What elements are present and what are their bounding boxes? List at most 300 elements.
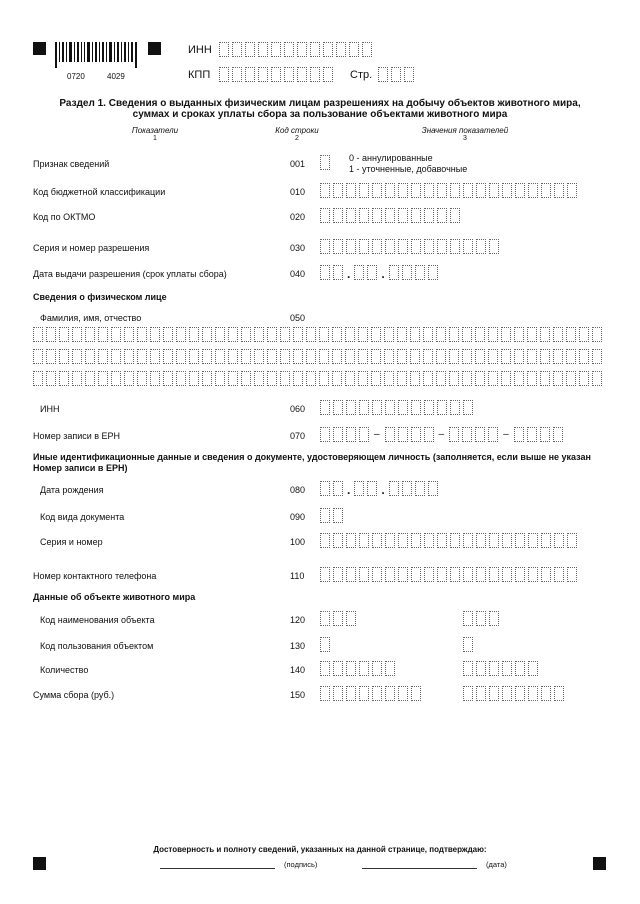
entry-cell[interactable] bbox=[437, 533, 447, 548]
entry-cell[interactable] bbox=[228, 349, 238, 364]
entry-cell[interactable] bbox=[540, 371, 550, 386]
entry-cell[interactable] bbox=[215, 349, 225, 364]
entry-cell[interactable] bbox=[502, 183, 512, 198]
entry-cell[interactable] bbox=[554, 183, 564, 198]
row-050-cells-line2[interactable] bbox=[33, 349, 602, 364]
entry-cell[interactable] bbox=[437, 239, 447, 254]
row-060-cells[interactable] bbox=[320, 400, 473, 415]
row-080-date-cells[interactable] bbox=[320, 481, 438, 496]
entry-cell[interactable] bbox=[293, 349, 303, 364]
entry-cell[interactable] bbox=[424, 400, 434, 415]
entry-cell[interactable] bbox=[333, 208, 343, 223]
entry-cell[interactable] bbox=[424, 239, 434, 254]
entry-cell[interactable] bbox=[514, 327, 524, 342]
entry-cell[interactable] bbox=[371, 349, 381, 364]
entry-cell[interactable] bbox=[437, 183, 447, 198]
entry-cell[interactable] bbox=[310, 42, 320, 57]
entry-cell[interactable] bbox=[345, 327, 355, 342]
entry-cell[interactable] bbox=[346, 661, 356, 676]
entry-cell[interactable] bbox=[280, 327, 290, 342]
entry-cell[interactable] bbox=[46, 327, 56, 342]
entry-cell[interactable] bbox=[410, 327, 420, 342]
entry-cell[interactable] bbox=[475, 327, 485, 342]
entry-cell[interactable] bbox=[514, 349, 524, 364]
date-line[interactable] bbox=[362, 868, 477, 869]
entry-cell[interactable] bbox=[436, 327, 446, 342]
entry-cell[interactable] bbox=[385, 208, 395, 223]
entry-cell[interactable] bbox=[280, 349, 290, 364]
entry-cell[interactable] bbox=[215, 327, 225, 342]
entry-cell[interactable] bbox=[254, 349, 264, 364]
entry-cell[interactable] bbox=[475, 371, 485, 386]
entry-cell[interactable] bbox=[333, 508, 343, 523]
entry-cell[interactable] bbox=[46, 371, 56, 386]
entry-cell[interactable] bbox=[475, 427, 485, 442]
entry-cell[interactable] bbox=[411, 208, 421, 223]
entry-cell[interactable] bbox=[163, 371, 173, 386]
entry-cell[interactable] bbox=[359, 400, 369, 415]
entry-cell[interactable] bbox=[371, 327, 381, 342]
entry-cell[interactable] bbox=[450, 208, 460, 223]
entry-cell[interactable] bbox=[463, 637, 473, 652]
entry-cell[interactable] bbox=[228, 371, 238, 386]
entry-cell[interactable] bbox=[463, 400, 473, 415]
entry-cell[interactable] bbox=[515, 183, 525, 198]
entry-cell[interactable] bbox=[320, 661, 330, 676]
entry-cell[interactable] bbox=[333, 686, 343, 701]
entry-cell[interactable] bbox=[463, 661, 473, 676]
row-010-cells[interactable] bbox=[320, 183, 577, 198]
entry-cell[interactable] bbox=[579, 327, 589, 342]
entry-cell[interactable] bbox=[137, 371, 147, 386]
entry-cell[interactable] bbox=[450, 400, 460, 415]
entry-cell[interactable] bbox=[488, 427, 498, 442]
entry-cell[interactable] bbox=[297, 42, 307, 57]
entry-cell[interactable] bbox=[502, 533, 512, 548]
row-100-cells[interactable] bbox=[320, 533, 577, 548]
entry-cell[interactable] bbox=[33, 327, 43, 342]
entry-cell[interactable] bbox=[527, 371, 537, 386]
entry-cell[interactable] bbox=[215, 371, 225, 386]
entry-cell[interactable] bbox=[528, 567, 538, 582]
entry-cell[interactable] bbox=[359, 427, 369, 442]
entry-cell[interactable] bbox=[385, 686, 395, 701]
entry-cell[interactable] bbox=[372, 686, 382, 701]
entry-cell[interactable] bbox=[449, 327, 459, 342]
entry-cell[interactable] bbox=[404, 67, 414, 82]
entry-cell[interactable] bbox=[359, 239, 369, 254]
entry-cell[interactable] bbox=[385, 427, 395, 442]
entry-cell[interactable] bbox=[293, 327, 303, 342]
entry-cell[interactable] bbox=[241, 327, 251, 342]
entry-cell[interactable] bbox=[346, 533, 356, 548]
entry-cell[interactable] bbox=[320, 265, 330, 280]
entry-cell[interactable] bbox=[450, 533, 460, 548]
entry-cell[interactable] bbox=[163, 349, 173, 364]
entry-cell[interactable] bbox=[319, 371, 329, 386]
entry-cell[interactable] bbox=[333, 611, 343, 626]
entry-cell[interactable] bbox=[372, 533, 382, 548]
entry-cell[interactable] bbox=[98, 371, 108, 386]
entry-cell[interactable] bbox=[280, 371, 290, 386]
entry-cell[interactable] bbox=[449, 371, 459, 386]
entry-cell[interactable] bbox=[463, 611, 473, 626]
entry-cell[interactable] bbox=[346, 567, 356, 582]
entry-cell[interactable] bbox=[502, 661, 512, 676]
entry-cell[interactable] bbox=[202, 349, 212, 364]
entry-cell[interactable] bbox=[371, 371, 381, 386]
entry-cell[interactable] bbox=[437, 567, 447, 582]
row-030-cells[interactable] bbox=[320, 239, 499, 254]
row-001-cells[interactable] bbox=[320, 155, 330, 170]
entry-cell[interactable] bbox=[385, 567, 395, 582]
entry-cell[interactable] bbox=[258, 67, 268, 82]
entry-cell[interactable] bbox=[463, 239, 473, 254]
entry-cell[interactable] bbox=[258, 42, 268, 57]
row-020-cells[interactable] bbox=[320, 208, 460, 223]
entry-cell[interactable] bbox=[359, 686, 369, 701]
entry-cell[interactable] bbox=[428, 265, 438, 280]
entry-cell[interactable] bbox=[385, 183, 395, 198]
entry-cell[interactable] bbox=[476, 661, 486, 676]
entry-cell[interactable] bbox=[241, 349, 251, 364]
entry-cell[interactable] bbox=[111, 371, 121, 386]
entry-cell[interactable] bbox=[502, 567, 512, 582]
entry-cell[interactable] bbox=[592, 371, 602, 386]
entry-cell[interactable] bbox=[450, 183, 460, 198]
entry-cell[interactable] bbox=[567, 533, 577, 548]
entry-cell[interactable] bbox=[72, 327, 82, 342]
entry-cell[interactable] bbox=[424, 533, 434, 548]
entry-cell[interactable] bbox=[411, 533, 421, 548]
entry-cell[interactable] bbox=[450, 239, 460, 254]
entry-cell[interactable] bbox=[189, 371, 199, 386]
entry-cell[interactable] bbox=[528, 686, 538, 701]
entry-cell[interactable] bbox=[336, 42, 346, 57]
entry-cell[interactable] bbox=[333, 661, 343, 676]
entry-cell[interactable] bbox=[384, 327, 394, 342]
entry-cell[interactable] bbox=[359, 183, 369, 198]
entry-cell[interactable] bbox=[372, 239, 382, 254]
entry-cell[interactable] bbox=[423, 349, 433, 364]
entry-cell[interactable] bbox=[176, 327, 186, 342]
entry-cell[interactable] bbox=[137, 327, 147, 342]
entry-cell[interactable] bbox=[398, 686, 408, 701]
entry-cell[interactable] bbox=[501, 327, 511, 342]
entry-cell[interactable] bbox=[111, 327, 121, 342]
entry-cell[interactable] bbox=[541, 183, 551, 198]
entry-cell[interactable] bbox=[359, 567, 369, 582]
row-140-cells-a[interactable] bbox=[320, 661, 395, 676]
entry-cell[interactable] bbox=[397, 349, 407, 364]
entry-cell[interactable] bbox=[397, 327, 407, 342]
entry-cell[interactable] bbox=[398, 427, 408, 442]
entry-cell[interactable] bbox=[354, 481, 364, 496]
entry-cell[interactable] bbox=[320, 239, 330, 254]
entry-cell[interactable] bbox=[333, 481, 343, 496]
entry-cell[interactable] bbox=[372, 183, 382, 198]
entry-cell[interactable] bbox=[514, 371, 524, 386]
entry-cell[interactable] bbox=[411, 239, 421, 254]
entry-cell[interactable] bbox=[245, 67, 255, 82]
entry-cell[interactable] bbox=[284, 42, 294, 57]
entry-cell[interactable] bbox=[462, 327, 472, 342]
entry-cell[interactable] bbox=[528, 533, 538, 548]
entry-cell[interactable] bbox=[124, 349, 134, 364]
entry-cell[interactable] bbox=[346, 183, 356, 198]
entry-cell[interactable] bbox=[541, 686, 551, 701]
entry-cell[interactable] bbox=[527, 327, 537, 342]
entry-cell[interactable] bbox=[463, 686, 473, 701]
entry-cell[interactable] bbox=[98, 327, 108, 342]
entry-cell[interactable] bbox=[359, 661, 369, 676]
row-090-cells[interactable] bbox=[320, 508, 343, 523]
entry-cell[interactable] bbox=[33, 349, 43, 364]
entry-cell[interactable] bbox=[254, 327, 264, 342]
entry-cell[interactable] bbox=[111, 349, 121, 364]
entry-cell[interactable] bbox=[271, 42, 281, 57]
entry-cell[interactable] bbox=[489, 183, 499, 198]
row-150-cells-a[interactable] bbox=[320, 686, 421, 701]
entry-cell[interactable] bbox=[391, 67, 401, 82]
entry-cell[interactable] bbox=[402, 265, 412, 280]
entry-cell[interactable] bbox=[320, 686, 330, 701]
entry-cell[interactable] bbox=[410, 349, 420, 364]
entry-cell[interactable] bbox=[415, 265, 425, 280]
entry-cell[interactable] bbox=[553, 427, 563, 442]
entry-cell[interactable] bbox=[333, 239, 343, 254]
entry-cell[interactable] bbox=[367, 481, 377, 496]
entry-cell[interactable] bbox=[489, 686, 499, 701]
row-070-cells[interactable] bbox=[320, 427, 563, 442]
entry-cell[interactable] bbox=[463, 183, 473, 198]
entry-cell[interactable] bbox=[284, 67, 294, 82]
entry-cell[interactable] bbox=[554, 567, 564, 582]
entry-cell[interactable] bbox=[385, 533, 395, 548]
entry-cell[interactable] bbox=[488, 327, 498, 342]
entry-cell[interactable] bbox=[332, 327, 342, 342]
entry-cell[interactable] bbox=[527, 427, 537, 442]
entry-cell[interactable] bbox=[567, 567, 577, 582]
entry-cell[interactable] bbox=[398, 208, 408, 223]
entry-cell[interactable] bbox=[359, 208, 369, 223]
entry-cell[interactable] bbox=[398, 183, 408, 198]
entry-cell[interactable] bbox=[150, 327, 160, 342]
entry-cell[interactable] bbox=[428, 481, 438, 496]
entry-cell[interactable] bbox=[320, 481, 330, 496]
entry-cell[interactable] bbox=[189, 349, 199, 364]
entry-cell[interactable] bbox=[567, 183, 577, 198]
row-120-cells-a[interactable] bbox=[320, 611, 356, 626]
entry-cell[interactable] bbox=[306, 371, 316, 386]
entry-cell[interactable] bbox=[437, 208, 447, 223]
entry-cell[interactable] bbox=[436, 371, 446, 386]
entry-cell[interactable] bbox=[346, 239, 356, 254]
entry-cell[interactable] bbox=[189, 327, 199, 342]
entry-cell[interactable] bbox=[150, 349, 160, 364]
entry-cell[interactable] bbox=[463, 567, 473, 582]
entry-cell[interactable] bbox=[385, 661, 395, 676]
entry-cell[interactable] bbox=[462, 349, 472, 364]
entry-cell[interactable] bbox=[385, 239, 395, 254]
entry-cell[interactable] bbox=[450, 567, 460, 582]
entry-cell[interactable] bbox=[333, 265, 343, 280]
entry-cell[interactable] bbox=[553, 349, 563, 364]
entry-cell[interactable] bbox=[85, 349, 95, 364]
entry-cell[interactable] bbox=[528, 661, 538, 676]
entry-cell[interactable] bbox=[398, 239, 408, 254]
entry-cell[interactable] bbox=[72, 371, 82, 386]
entry-cell[interactable] bbox=[449, 349, 459, 364]
entry-cell[interactable] bbox=[254, 371, 264, 386]
inn-cells[interactable] bbox=[219, 42, 372, 57]
entry-cell[interactable] bbox=[267, 349, 277, 364]
entry-cell[interactable] bbox=[163, 327, 173, 342]
entry-cell[interactable] bbox=[346, 611, 356, 626]
entry-cell[interactable] bbox=[489, 533, 499, 548]
entry-cell[interactable] bbox=[320, 155, 330, 170]
entry-cell[interactable] bbox=[150, 371, 160, 386]
row-150-cells-b[interactable] bbox=[463, 686, 564, 701]
entry-cell[interactable] bbox=[362, 42, 372, 57]
entry-cell[interactable] bbox=[423, 327, 433, 342]
entry-cell[interactable] bbox=[306, 327, 316, 342]
entry-cell[interactable] bbox=[372, 661, 382, 676]
row-040-date-cells[interactable] bbox=[320, 265, 438, 280]
entry-cell[interactable] bbox=[501, 371, 511, 386]
entry-cell[interactable] bbox=[489, 611, 499, 626]
entry-cell[interactable] bbox=[514, 427, 524, 442]
row-140-cells-b[interactable] bbox=[463, 661, 538, 676]
entry-cell[interactable] bbox=[346, 427, 356, 442]
entry-cell[interactable] bbox=[332, 349, 342, 364]
entry-cell[interactable] bbox=[541, 533, 551, 548]
entry-cell[interactable] bbox=[98, 349, 108, 364]
entry-cell[interactable] bbox=[489, 239, 499, 254]
entry-cell[interactable] bbox=[488, 349, 498, 364]
page-cells[interactable] bbox=[378, 67, 414, 82]
entry-cell[interactable] bbox=[402, 481, 412, 496]
entry-cell[interactable] bbox=[72, 349, 82, 364]
row-050-cells-line3[interactable] bbox=[33, 371, 602, 386]
entry-cell[interactable] bbox=[46, 349, 56, 364]
entry-cell[interactable] bbox=[297, 67, 307, 82]
entry-cell[interactable] bbox=[349, 42, 359, 57]
entry-cell[interactable] bbox=[319, 327, 329, 342]
entry-cell[interactable] bbox=[320, 183, 330, 198]
entry-cell[interactable] bbox=[515, 567, 525, 582]
signature-line[interactable] bbox=[160, 868, 275, 869]
entry-cell[interactable] bbox=[541, 567, 551, 582]
entry-cell[interactable] bbox=[293, 371, 303, 386]
entry-cell[interactable] bbox=[320, 611, 330, 626]
entry-cell[interactable] bbox=[423, 371, 433, 386]
entry-cell[interactable] bbox=[59, 327, 69, 342]
entry-cell[interactable] bbox=[554, 686, 564, 701]
entry-cell[interactable] bbox=[527, 349, 537, 364]
entry-cell[interactable] bbox=[241, 371, 251, 386]
entry-cell[interactable] bbox=[553, 371, 563, 386]
entry-cell[interactable] bbox=[176, 371, 186, 386]
entry-cell[interactable] bbox=[320, 533, 330, 548]
entry-cell[interactable] bbox=[489, 567, 499, 582]
entry-cell[interactable] bbox=[33, 371, 43, 386]
entry-cell[interactable] bbox=[592, 349, 602, 364]
entry-cell[interactable] bbox=[411, 183, 421, 198]
entry-cell[interactable] bbox=[346, 400, 356, 415]
entry-cell[interactable] bbox=[489, 661, 499, 676]
entry-cell[interactable] bbox=[475, 349, 485, 364]
entry-cell[interactable] bbox=[358, 327, 368, 342]
entry-cell[interactable] bbox=[359, 533, 369, 548]
entry-cell[interactable] bbox=[333, 400, 343, 415]
entry-cell[interactable] bbox=[566, 327, 576, 342]
entry-cell[interactable] bbox=[323, 67, 333, 82]
entry-cell[interactable] bbox=[323, 42, 333, 57]
entry-cell[interactable] bbox=[202, 327, 212, 342]
row-110-cells[interactable] bbox=[320, 567, 577, 582]
entry-cell[interactable] bbox=[367, 265, 377, 280]
entry-cell[interactable] bbox=[378, 67, 388, 82]
entry-cell[interactable] bbox=[553, 327, 563, 342]
entry-cell[interactable] bbox=[85, 327, 95, 342]
entry-cell[interactable] bbox=[411, 400, 421, 415]
entry-cell[interactable] bbox=[346, 686, 356, 701]
entry-cell[interactable] bbox=[320, 400, 330, 415]
entry-cell[interactable] bbox=[437, 400, 447, 415]
entry-cell[interactable] bbox=[579, 349, 589, 364]
entry-cell[interactable] bbox=[411, 567, 421, 582]
entry-cell[interactable] bbox=[476, 239, 486, 254]
entry-cell[interactable] bbox=[354, 265, 364, 280]
entry-cell[interactable] bbox=[124, 371, 134, 386]
entry-cell[interactable] bbox=[592, 327, 602, 342]
entry-cell[interactable] bbox=[389, 481, 399, 496]
entry-cell[interactable] bbox=[306, 349, 316, 364]
entry-cell[interactable] bbox=[424, 427, 434, 442]
entry-cell[interactable] bbox=[515, 533, 525, 548]
entry-cell[interactable] bbox=[385, 400, 395, 415]
entry-cell[interactable] bbox=[346, 208, 356, 223]
entry-cell[interactable] bbox=[415, 481, 425, 496]
entry-cell[interactable] bbox=[436, 349, 446, 364]
entry-cell[interactable] bbox=[398, 400, 408, 415]
entry-cell[interactable] bbox=[271, 67, 281, 82]
entry-cell[interactable] bbox=[476, 686, 486, 701]
entry-cell[interactable] bbox=[540, 349, 550, 364]
entry-cell[interactable] bbox=[310, 67, 320, 82]
entry-cell[interactable] bbox=[219, 67, 229, 82]
entry-cell[interactable] bbox=[579, 371, 589, 386]
entry-cell[interactable] bbox=[398, 567, 408, 582]
entry-cell[interactable] bbox=[566, 349, 576, 364]
entry-cell[interactable] bbox=[372, 208, 382, 223]
entry-cell[interactable] bbox=[372, 400, 382, 415]
entry-cell[interactable] bbox=[85, 371, 95, 386]
entry-cell[interactable] bbox=[384, 371, 394, 386]
entry-cell[interactable] bbox=[358, 349, 368, 364]
entry-cell[interactable] bbox=[528, 183, 538, 198]
entry-cell[interactable] bbox=[320, 508, 330, 523]
entry-cell[interactable] bbox=[232, 67, 242, 82]
entry-cell[interactable] bbox=[424, 567, 434, 582]
entry-cell[interactable] bbox=[476, 183, 486, 198]
entry-cell[interactable] bbox=[476, 533, 486, 548]
entry-cell[interactable] bbox=[424, 183, 434, 198]
entry-cell[interactable] bbox=[59, 349, 69, 364]
entry-cell[interactable] bbox=[476, 567, 486, 582]
entry-cell[interactable] bbox=[358, 371, 368, 386]
